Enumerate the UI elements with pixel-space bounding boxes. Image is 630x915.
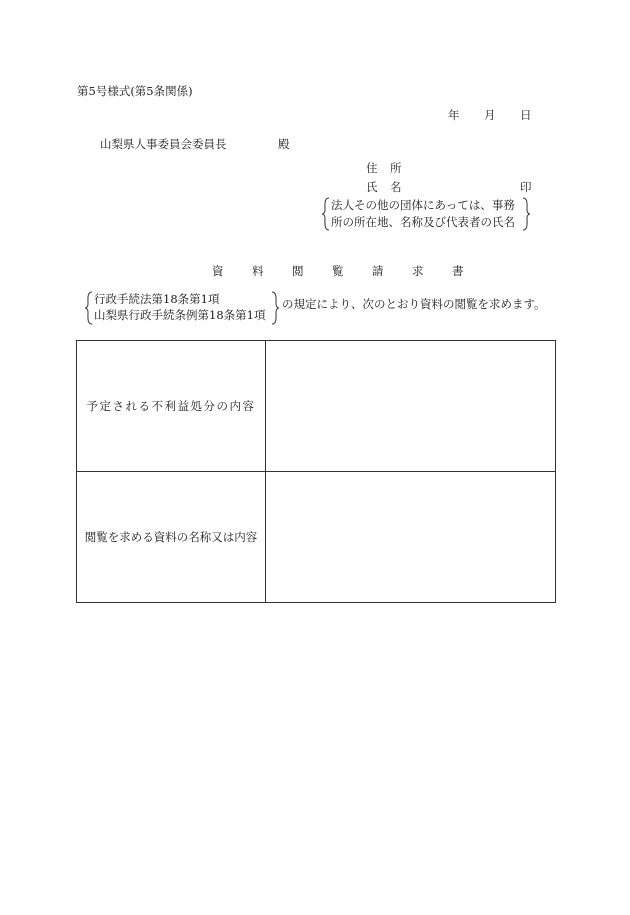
address-label <box>366 163 402 175</box>
law-reference-line-1: 行政手続法第18条第1項 <box>94 292 220 306</box>
title-char: 閲 <box>292 264 304 278</box>
addressee-name: 山梨県人事委員会委員長 <box>100 137 227 151</box>
name-label <box>366 182 402 194</box>
right-brace-icon <box>271 291 280 325</box>
name-label-char-1: 氏 <box>366 180 378 194</box>
date-day-label: 日 <box>520 108 532 122</box>
title-char: 料 <box>252 264 264 278</box>
corporation-note-line-2: 所の所在地、名称及び代表者の氏名 <box>331 215 515 229</box>
seal-mark: 印 <box>520 180 532 194</box>
address-label-char-2: 所 <box>390 161 402 175</box>
form-number: 第5号様式(第5条関係) <box>77 84 193 98</box>
row-label-materials: 閲覧を求める資料の名称又は内容 <box>77 472 266 603</box>
date-month-label: 月 <box>484 108 496 122</box>
title-char: 求 <box>412 264 424 278</box>
law-reference-line-2: 山梨県行政手続条例第18条第1項 <box>94 308 266 322</box>
left-brace-icon <box>84 291 93 325</box>
title-char: 覧 <box>332 264 344 278</box>
title-char: 資 <box>212 264 224 278</box>
right-brace-icon <box>522 197 531 231</box>
row-value-materials[interactable] <box>266 472 556 603</box>
left-brace-icon <box>321 197 330 231</box>
request-table <box>76 340 556 603</box>
row-value-disposition[interactable] <box>266 341 556 472</box>
addressee-honorific: 殿 <box>278 137 290 151</box>
addressee <box>100 139 290 151</box>
request-statement: の規定により、次のとおり資料の閲覧を求めます。 <box>282 297 546 311</box>
row-label-disposition: 予定される不利益処分の内容 <box>77 341 266 472</box>
date-line <box>448 110 532 122</box>
title-char: 請 <box>372 264 384 278</box>
table-row <box>77 472 556 603</box>
name-label-char-2: 名 <box>390 180 402 194</box>
table-row <box>77 341 556 472</box>
law-reference <box>84 291 280 325</box>
corporation-note <box>321 197 531 231</box>
address-label-char-1: 住 <box>366 161 378 175</box>
document-title <box>212 266 492 278</box>
corporation-note-line-1: 法人その他の団体にあっては、事務 <box>331 198 515 212</box>
title-char: 書 <box>452 264 464 278</box>
date-year-label: 年 <box>448 108 460 122</box>
